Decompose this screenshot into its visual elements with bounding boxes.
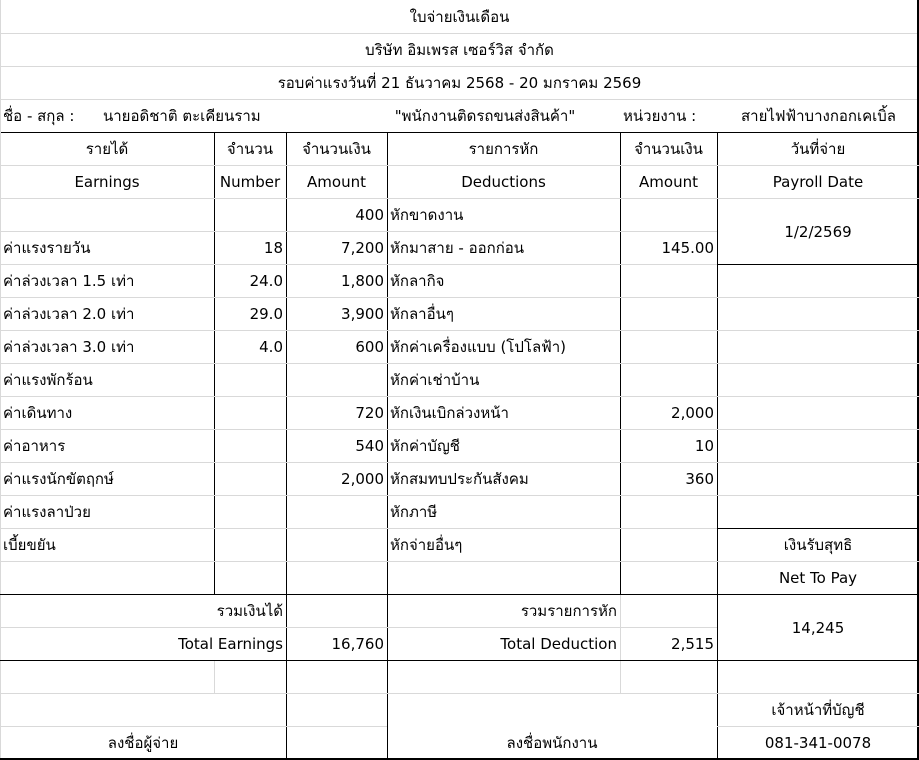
- deduction-amount: 10: [694, 437, 714, 455]
- col-earnings-en: Earnings: [74, 173, 140, 191]
- earning-number: 4.0: [259, 338, 283, 356]
- earning-amount: 540: [355, 437, 384, 455]
- earning-amount: 1,800: [341, 272, 384, 290]
- deduction-amount: [620, 529, 717, 561]
- deduction-label: หักภาษี: [390, 503, 438, 521]
- col-ded-amount-en: Amount: [639, 173, 698, 191]
- col-number-th: จำนวน: [226, 140, 274, 158]
- col-deductions-en: Deductions: [461, 173, 546, 191]
- deduction-label: หักค่าเช่าบ้าน: [390, 371, 480, 389]
- employee-signature-label: ลงชื่อพนักงาน: [506, 734, 598, 752]
- earning-label: เบี้ยขยัน: [3, 536, 56, 554]
- deduction-amount: [620, 265, 717, 297]
- earning-label: ค่าล่วงเวลา 1.5 เท่า: [3, 272, 135, 290]
- deduction-label: หักค่าบัญชี: [390, 437, 460, 455]
- deduction-label: หักลาอื่นๆ: [390, 305, 454, 323]
- earning-label: ค่าล่วงเวลา 3.0 เท่า: [3, 338, 135, 356]
- earning-label: ค่าแรงลาป่วย: [3, 503, 91, 521]
- deduction-label: หักค่าเครื่องแบบ (โปโลฟ้า): [390, 338, 567, 356]
- earning-number: 18: [263, 239, 283, 257]
- deduction-amount: [620, 199, 717, 231]
- earning-amount: 3,900: [341, 305, 384, 323]
- earning-label: ค่าเดินทาง: [3, 404, 73, 422]
- earning-number: [214, 496, 286, 528]
- net-label-en: Net To Pay: [778, 569, 858, 587]
- earning-number: [214, 199, 286, 231]
- department-name: สายไฟฟ้าบางกอกเคเบิ้ล: [740, 107, 897, 125]
- payroll-date-value: 1/2/2569: [784, 222, 852, 241]
- deduction-amount: [620, 331, 717, 363]
- payer-signature-label: ลงชื่อผู้จ่าย: [107, 734, 179, 752]
- col-earnings-th: รายได้: [85, 140, 129, 158]
- deduction-label: หักมาสาย - ออกก่อน: [390, 239, 525, 257]
- deduction-label: หักเงินเบิกล่วงหน้า: [390, 404, 509, 422]
- total-earnings-label-th: รวมเงินได้: [216, 602, 283, 620]
- col-amount-en: Amount: [307, 173, 366, 191]
- deduction-amount: 145.00: [661, 239, 714, 257]
- earning-amount: 720: [355, 404, 384, 422]
- accountant-label: เจ้าหน้าที่บัญชี: [771, 701, 865, 719]
- col-ded-amount-th: จำนวนเงิน: [634, 140, 703, 158]
- earning-amount: 400: [355, 206, 384, 224]
- col-deductions-th: รายการหัก: [468, 140, 539, 158]
- col-paydate-th: วันที่จ่าย: [790, 140, 846, 158]
- earning-number: 29.0: [249, 305, 283, 323]
- col-number-en: Number: [219, 173, 281, 191]
- deduction-amount: [620, 298, 717, 330]
- earning-amount: 7,200: [341, 239, 384, 257]
- earning-amount: 600: [355, 338, 384, 356]
- total-deduction-label-th: รวมรายการหัก: [520, 602, 617, 620]
- earning-number: [214, 430, 286, 462]
- deduction-amount: [620, 496, 717, 528]
- deduction-label: หักลากิจ: [390, 272, 445, 290]
- earning-amount: [286, 364, 387, 396]
- earning-label: [0, 199, 214, 231]
- employee-name: นายอดิชาติ ตะเคียนราม: [103, 107, 261, 125]
- company-name: บริษัท อิมเพรส เซอร์วิส จำกัด: [365, 41, 554, 59]
- total-deduction-value: 2,515: [671, 635, 714, 653]
- earning-number: 24.0: [249, 272, 283, 290]
- deduction-label: หักจ่ายอื่นๆ: [390, 536, 463, 554]
- total-earnings-value: 16,760: [331, 635, 384, 653]
- net-label-th: เงินรับสุทธิ: [783, 536, 853, 554]
- deduction-label: หักขาดงาน: [390, 206, 464, 224]
- deduction-amount: 360: [685, 470, 714, 488]
- earning-label: ค่าแรงรายวัน: [3, 239, 91, 257]
- col-paydate-en: Payroll Date: [772, 173, 864, 191]
- earning-label: ค่าล่วงเวลา 2.0 เท่า: [3, 305, 135, 323]
- earning-label: ค่าแรงนักขัตฤกษ์: [3, 470, 114, 488]
- employee-position: "พนักงานติดรถขนส่งสินค้า": [394, 107, 576, 125]
- total-earnings-label-en: Total Earnings: [178, 635, 283, 653]
- total-deduction-label-en: Total Deduction: [500, 635, 617, 653]
- deduction-amount: [620, 364, 717, 396]
- earning-amount: [286, 529, 387, 561]
- deduction-label: หักสมทบประกันสังคม: [390, 470, 529, 488]
- pay-period: รอบค่าแรงวันที่ 21 ธันวาคม 2568 - 20 มกราคม 2569: [277, 74, 642, 92]
- col-amount-th: จำนวนเงิน: [302, 140, 371, 158]
- deduction-amount: 2,000: [671, 404, 714, 422]
- accountant-phone: 081-341-0078: [764, 734, 872, 752]
- earning-number: [214, 364, 286, 396]
- earning-label: ค่าแรงพักร้อน: [3, 371, 93, 389]
- payslip-title: ใบจ่ายเงินเดือน: [409, 8, 510, 26]
- department-label: หน่วยงาน :: [623, 107, 697, 125]
- earning-amount: 2,000: [341, 470, 384, 488]
- name-label: ชื่อ - สกุล :: [3, 107, 75, 125]
- earning-label: ค่าอาหาร: [3, 437, 66, 455]
- earning-number: [214, 397, 286, 429]
- earning-number: [214, 529, 286, 561]
- earning-number: [214, 463, 286, 495]
- earning-amount: [286, 496, 387, 528]
- net-pay-value: 14,245: [791, 618, 845, 637]
